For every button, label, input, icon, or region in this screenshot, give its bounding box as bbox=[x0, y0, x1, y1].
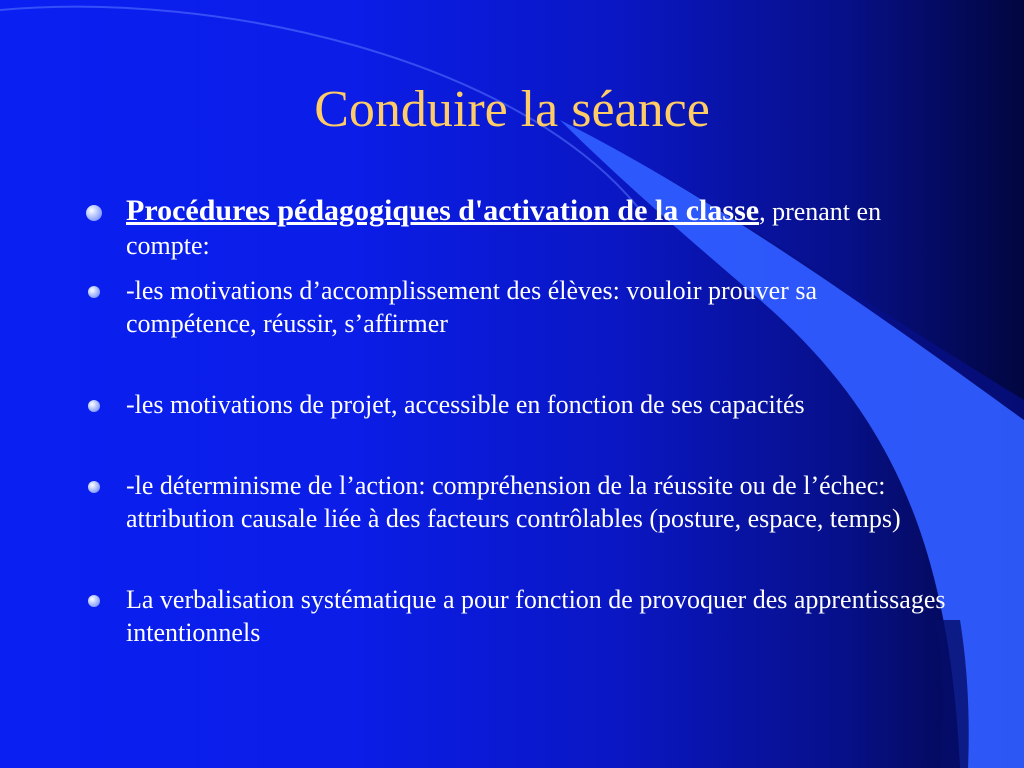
bullet-dot-icon bbox=[86, 205, 102, 221]
bullet-3-text: -les motivations de projet, accessible en fonction de ses capacités bbox=[126, 390, 805, 419]
bullet-dot-icon bbox=[88, 595, 100, 607]
bullet-item-5 bbox=[88, 583, 948, 649]
bullet-dot-icon bbox=[88, 481, 100, 493]
bullet-dot-icon bbox=[88, 286, 100, 298]
bullet-dot-icon bbox=[88, 400, 100, 412]
bullet-1-rest: , prenant en compte: bbox=[126, 197, 882, 260]
bullet-list bbox=[88, 194, 948, 649]
bullet-4-text: -le déterminisme de l’action: compréhension de la réussite ou de l’échec: attribution causale liée à des facteurs contrôlables (posture, espace, temps) bbox=[126, 471, 901, 533]
bullet-1-heading: Procédures pédagogiques d'activation de la classe bbox=[126, 194, 760, 227]
bullet-item-4 bbox=[88, 469, 948, 535]
bullet-item-3 bbox=[88, 388, 948, 421]
bullet-2-text: -les motivations d’accomplissement des élèves: vouloir prouver sa compétence, réussir, s’affirmer bbox=[126, 276, 817, 338]
slide-title: Conduire la séance bbox=[314, 81, 710, 138]
bullet-item-2 bbox=[88, 274, 948, 340]
bullet-item-1 bbox=[88, 194, 948, 262]
bullet-5-text: La verbalisation systématique a pour fonction de provoquer des apprentissages intentionnels bbox=[126, 585, 946, 647]
